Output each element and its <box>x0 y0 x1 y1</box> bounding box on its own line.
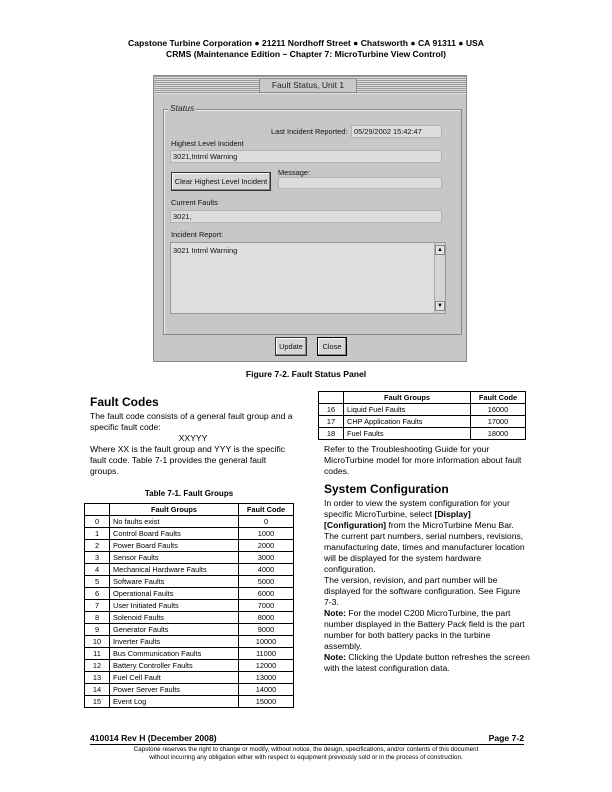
footer-rule <box>90 744 524 745</box>
table-row <box>85 600 294 612</box>
status-group-label: Status <box>170 103 195 113</box>
row-group: Control Board Faults <box>110 528 239 540</box>
table2-header-code: Fault Code <box>471 392 526 404</box>
table-row <box>319 416 526 428</box>
incident-report-label: Incident Report: <box>171 230 224 239</box>
row-code: 10000 <box>239 636 294 648</box>
incident-report-textarea[interactable] <box>170 242 446 314</box>
table-row <box>85 648 294 660</box>
header-line-1: Capstone Turbine Corporation ● 21211 Nordhoff Street ● Chatsworth ● CA 91311 ● USA <box>128 38 484 48</box>
panel-titlebar <box>154 76 466 94</box>
table-row <box>85 612 294 624</box>
row-code: 9000 <box>239 624 294 636</box>
panel-title: Fault Status, Unit 1 <box>259 78 357 93</box>
row-number: 0 <box>85 516 110 528</box>
table-header-code: Fault Code <box>239 504 294 516</box>
row-number: 3 <box>85 552 110 564</box>
table2-header-number <box>319 392 344 404</box>
row-group: Mechanical Hardware Faults <box>110 564 239 576</box>
row-group: Generator Faults <box>110 624 239 636</box>
row-code: 18000 <box>471 428 526 440</box>
row-code: 4000 <box>239 564 294 576</box>
note-update-button <box>324 652 530 674</box>
row-group: Event Log <box>110 696 239 708</box>
table-row <box>85 672 294 684</box>
table-row <box>85 660 294 672</box>
table-row <box>85 636 294 648</box>
note2-text: Clicking the Update button refreshes the screen with the latest configuration data. <box>324 652 530 673</box>
footer-doc-id: 410014 Rev H (December 2008) <box>90 733 217 743</box>
incident-report-text: 3021 Intrnl Warning <box>173 246 238 255</box>
incident-report-scrollbar[interactable] <box>434 243 445 313</box>
row-number: 7 <box>85 600 110 612</box>
table-row <box>85 588 294 600</box>
row-group: Sensor Faults <box>110 552 239 564</box>
scroll-down-icon[interactable]: ▼ <box>435 301 445 311</box>
row-number: 1 <box>85 528 110 540</box>
footer-page-number: Page 7-2 <box>488 733 524 743</box>
row-code: 15000 <box>239 696 294 708</box>
row-group: Battery Controller Faults <box>110 660 239 672</box>
clear-highest-level-button[interactable]: Clear Highest Level Incident <box>171 172 271 191</box>
fault-codes-para2: Where XX is the fault group and YYY is the specific fault code. Table 7-1 provides the general fault groups. <box>90 444 286 476</box>
table2-header-group: Fault Groups <box>344 392 471 404</box>
table-row <box>85 696 294 708</box>
fault-groups-table <box>84 503 294 708</box>
row-number: 16 <box>319 404 344 416</box>
row-group: CHP Application Faults <box>344 416 471 428</box>
row-code: 11000 <box>239 648 294 660</box>
fault-codes-heading: Fault Codes <box>90 395 159 409</box>
footer-disclaimer-1: Capstone reserves the right to change or modify, without notice, the design, specifications, and/or contents of this document <box>133 746 479 753</box>
row-code: 6000 <box>239 588 294 600</box>
row-number: 11 <box>85 648 110 660</box>
message-label: Message: <box>278 168 311 177</box>
row-code: 8000 <box>239 612 294 624</box>
row-number: 10 <box>85 636 110 648</box>
row-code: 1000 <box>239 528 294 540</box>
current-faults-label: Current Faults <box>171 198 218 207</box>
note1-text: For the model C200 MicroTurbine, the part number displayed in the Battery Pack field is the part number for both battery packs in the turbine assembly. <box>324 608 525 651</box>
message-field <box>278 177 442 189</box>
row-code: 17000 <box>471 416 526 428</box>
row-group: Bus Communication Faults <box>110 648 239 660</box>
table-row <box>85 528 294 540</box>
current-faults-field: 3021, <box>170 210 442 223</box>
row-number: 14 <box>85 684 110 696</box>
system-config-para1-pre: In order to view the system configuration for your specific MicroTurbine, select <box>324 498 510 519</box>
table-header-group: Fault Groups <box>110 504 239 516</box>
table-caption: Table 7-1. Fault Groups <box>144 489 234 498</box>
row-number: 12 <box>85 660 110 672</box>
highest-level-field: 3021,Intrnl Warning <box>170 150 442 163</box>
row-code: 16000 <box>471 404 526 416</box>
row-code: 12000 <box>239 660 294 672</box>
row-group: Operational Faults <box>110 588 239 600</box>
note-battery-pack <box>324 608 530 652</box>
row-number: 8 <box>85 612 110 624</box>
row-group: User Initiated Faults <box>110 600 239 612</box>
row-group: Inverter Faults <box>110 636 239 648</box>
last-incident-label: Last Incident Reported: <box>271 127 348 136</box>
table-row <box>85 552 294 564</box>
row-code: 13000 <box>239 672 294 684</box>
update-button[interactable]: Update <box>275 337 307 356</box>
row-code: 2000 <box>239 540 294 552</box>
row-group: Power Board Faults <box>110 540 239 552</box>
row-number: 17 <box>319 416 344 428</box>
system-config-heading: System Configuration <box>324 482 449 496</box>
fault-codes-para1: The fault code consists of a general fault group and a specific fault code: <box>90 411 293 432</box>
fault-groups-table-continued <box>318 391 526 440</box>
fault-code-format: XXYYY <box>178 433 208 443</box>
header-line-2: CRMS (Maintenance Edition – Chapter 7: MicroTurbine View Control) <box>166 49 446 59</box>
row-number: 6 <box>85 588 110 600</box>
note-label: Note: <box>324 608 346 618</box>
row-number: 13 <box>85 672 110 684</box>
table-row <box>85 540 294 552</box>
row-number: 15 <box>85 696 110 708</box>
figure-caption: Figure 7-2. Fault Status Panel <box>245 369 367 379</box>
row-number: 9 <box>85 624 110 636</box>
table-header-number <box>85 504 110 516</box>
close-button[interactable]: Close <box>317 337 347 356</box>
table-row <box>85 516 294 528</box>
row-number: 4 <box>85 564 110 576</box>
row-number: 5 <box>85 576 110 588</box>
row-group: Power Server Faults <box>110 684 239 696</box>
row-code: 7000 <box>239 600 294 612</box>
table-row <box>319 428 526 440</box>
row-number: 18 <box>319 428 344 440</box>
last-incident-field: 05/29/2002 15:42:47 <box>351 125 442 138</box>
highest-level-label: Highest Level Incident <box>171 139 244 148</box>
row-code: 14000 <box>239 684 294 696</box>
system-config-para1 <box>324 498 530 531</box>
system-config-para2: The current part numbers, serial numbers, revisions, manufacturing date, times and manufacturer location will be displayed for the system hardware configuration. <box>324 531 525 574</box>
system-config-para3: The version, revision, and part number will be displayed for the software configuration. See Figure 7-3. <box>324 575 521 607</box>
system-config-para1-post: from the MicroTurbine Menu Bar. <box>386 520 514 530</box>
row-group: Fuel Cell Fault <box>110 672 239 684</box>
row-group: No faults exist <box>110 516 239 528</box>
note-label-2: Note: <box>324 652 346 662</box>
row-group: Solenoid Faults <box>110 612 239 624</box>
row-group: Software Faults <box>110 576 239 588</box>
row-group: Fuel Faults <box>344 428 471 440</box>
after-table-text: Refer to the Troubleshooting Guide for your MicroTurbine model for more information about fault codes. <box>324 444 522 476</box>
row-number: 2 <box>85 540 110 552</box>
display-configuration-menu-path: [Display] [Configuration] <box>324 509 471 530</box>
row-code: 0 <box>239 516 294 528</box>
scroll-up-icon[interactable]: ▲ <box>435 245 445 255</box>
row-code: 5000 <box>239 576 294 588</box>
footer-disclaimer-2: without incurring any obligation either with respect to equipment previously sold or in the process of construction. <box>149 754 463 761</box>
table-row <box>85 624 294 636</box>
row-group: Liquid Fuel Faults <box>344 404 471 416</box>
table-row <box>85 576 294 588</box>
row-code: 3000 <box>239 552 294 564</box>
table-row <box>85 564 294 576</box>
fault-status-panel <box>153 75 467 362</box>
table-row <box>85 684 294 696</box>
table-row <box>319 404 526 416</box>
